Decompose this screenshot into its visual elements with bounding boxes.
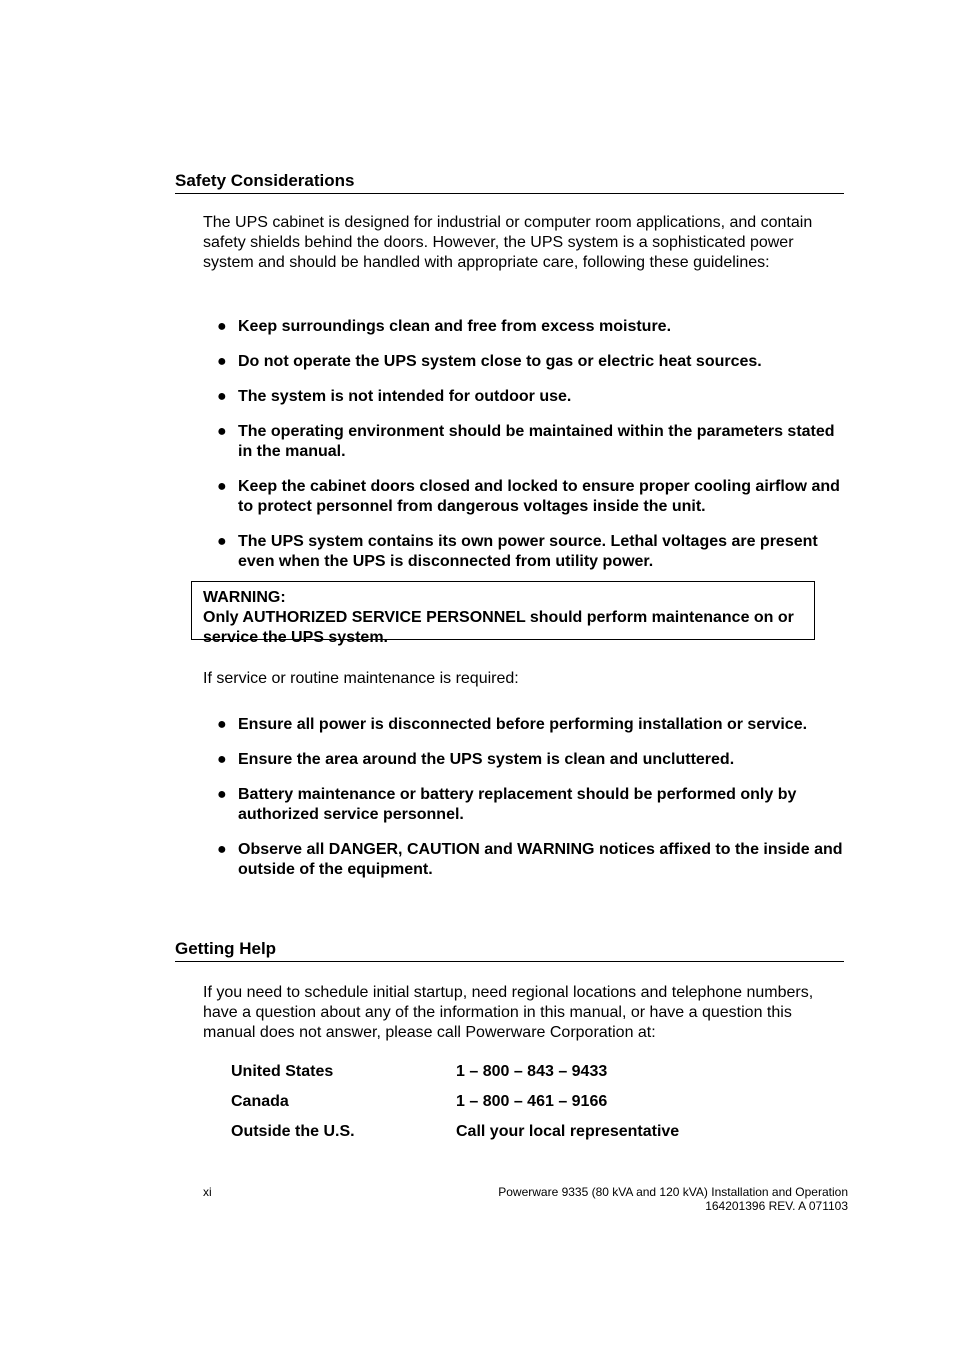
footer-title: Powerware 9335 (80 kVA and 120 kVA) Installation and Operation — [498, 1185, 848, 1199]
warning-title: WARNING: — [203, 589, 286, 606]
list-item: ● Observe all DANGER, CAUTION and WARNING notices affixed to the inside and outside of the equipment. — [217, 841, 843, 878]
service-intro-paragraph: If service or routine maintenance is required: — [203, 670, 519, 687]
contact-region: Outside the U.S. — [231, 1123, 355, 1140]
contact-number: 1 – 800 – 461 – 9166 — [456, 1093, 608, 1110]
list-item: ● Ensure the area around the UPS system is clean and uncluttered. — [217, 751, 735, 768]
bullet-icon: ● — [217, 388, 227, 405]
bullet-icon: ● — [217, 786, 227, 803]
contact-row — [231, 1122, 791, 1152]
safety-guidelines-list — [215, 317, 845, 587]
bullet-icon: ● — [217, 533, 227, 550]
warning-box — [191, 581, 815, 646]
section-heading-safety: Safety Considerations — [175, 171, 844, 194]
service-requirements-list — [215, 715, 845, 895]
safety-intro-paragraph: The UPS cabinet is designed for industrial or computer room applications, and contain safety shields behind the doors. However, the UPS system is a sophisticated power system and should be handled with appropriate care, following these guidelines: — [203, 214, 813, 271]
list-item: ● The operating environment should be maintained within the parameters stated in the manual. — [217, 423, 835, 460]
footer-info — [498, 1185, 848, 1213]
contact-number: Call your local representative — [456, 1123, 680, 1140]
page-number: xi — [203, 1185, 212, 1199]
list-item: ● Ensure all power is disconnected before performing installation or service. — [217, 716, 808, 733]
bullet-icon: ● — [217, 423, 227, 440]
contact-row — [231, 1062, 791, 1092]
bullet-icon: ● — [217, 318, 227, 335]
help-intro-paragraph: If you need to schedule initial startup, need regional locations and telephone numbers, have a question about any of the information in this manual, or have a question this manual does not answer, please call Powerware Corporation at: — [203, 984, 814, 1041]
bullet-icon: ● — [217, 478, 227, 495]
warning-text: Only AUTHORIZED SERVICE PERSONNEL should perform maintenance on or service the UPS system. — [203, 609, 794, 646]
contact-table — [231, 1062, 791, 1152]
list-item: ● Keep surroundings clean and free from excess moisture. — [217, 318, 672, 335]
contact-region: United States — [231, 1063, 334, 1080]
contact-row — [231, 1092, 791, 1122]
list-item: ● Do not operate the UPS system close to gas or electric heat sources. — [217, 353, 762, 370]
contact-number: 1 – 800 – 843 – 9433 — [456, 1063, 608, 1080]
list-item: ● The system is not intended for outdoor use. — [217, 388, 572, 405]
list-item: ● The UPS system contains its own power source. Lethal voltages are present even when the UPS is disconnected from utility power. — [217, 533, 818, 570]
contact-region: Canada — [231, 1093, 289, 1110]
bullet-icon: ● — [217, 751, 227, 768]
footer-revision: 164201396 REV. A 071103 — [705, 1199, 848, 1213]
list-item: ● Keep the cabinet doors closed and locked to ensure proper cooling airflow and to protect personnel from dangerous voltages inside the unit. — [217, 478, 840, 515]
list-item: ● Battery maintenance or battery replacement should be performed only by authorized service personnel. — [217, 786, 797, 823]
bullet-icon: ● — [217, 716, 227, 733]
bullet-icon: ● — [217, 353, 227, 370]
section-heading-getting-help: Getting Help — [175, 939, 844, 962]
bullet-icon: ● — [217, 841, 227, 858]
